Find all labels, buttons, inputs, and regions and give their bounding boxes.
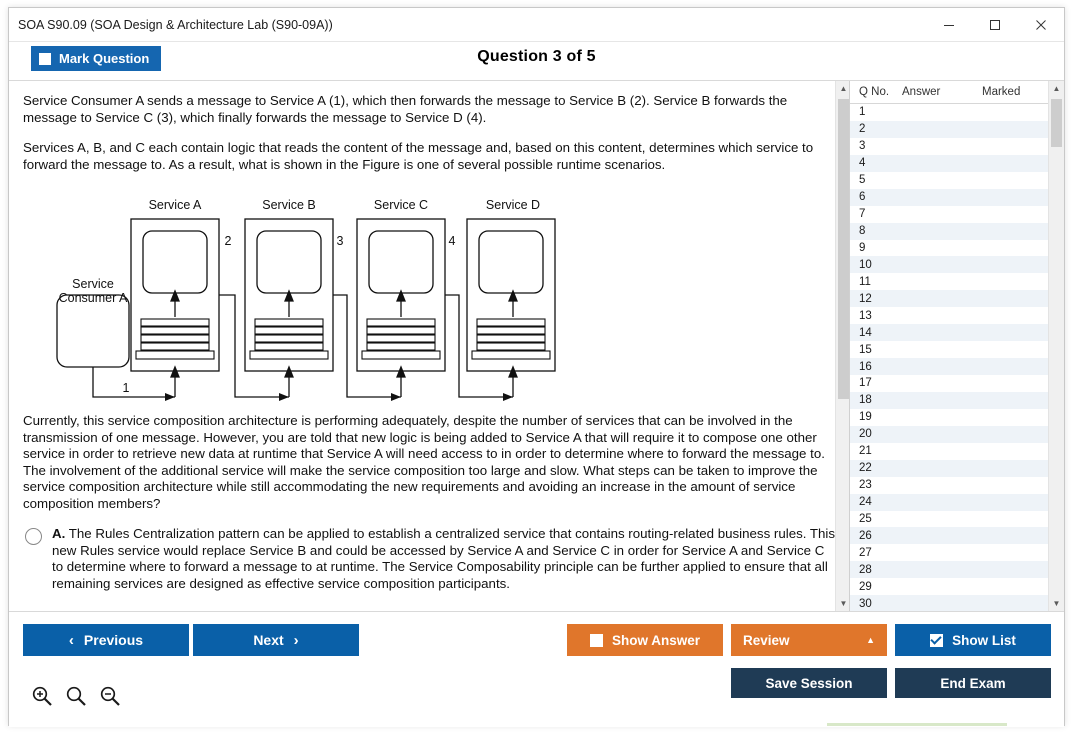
table-row[interactable] [850, 223, 1064, 240]
table-row[interactable] [850, 206, 1064, 223]
review-dropdown[interactable] [731, 624, 887, 656]
show-answer-button[interactable] [567, 624, 723, 656]
option-a-body: The Rules Centralization pattern can be applied to establish a centralized service that contains routing-related business rules. This new Rules service would replace Service B and could be accessed by Service A and Service C in order for Service A and Service C to determine where to forward a message to at runtime. The Service Composability principle can be further applied to ensure that all remaining services are designed as effective service composition participants. [52, 526, 836, 591]
previous-button[interactable] [23, 624, 189, 656]
footer-toolbar [9, 611, 1064, 727]
table-row[interactable] [850, 392, 1064, 409]
figure-service-c-label: Service C [373, 198, 429, 212]
save-session-button[interactable] [731, 668, 887, 698]
table-row[interactable] [850, 460, 1064, 477]
table-row[interactable] [850, 426, 1064, 443]
question-paragraph-3: Currently, this service composition architecture is performing adequately, despite the number of services that can be involved in the transmission of one message. However, you are told that new logic is being added to Service A that will require it to compose one other service in order to retrieve new data at runtime that Service A will need access to in order to determine where to forward the message to. The involvement of the additional service will make the service composition too large and slow. What steps can be taken to improve the service composition architecture while still accommodating the new requirements and avoiding an increase in the amount of service composition members? [23, 413, 825, 511]
title-bar [9, 8, 1064, 42]
row-question-number: 1 [859, 106, 866, 119]
zoom-reset-icon[interactable] [65, 685, 87, 710]
question-header [9, 42, 1064, 81]
question-scroll-thumb[interactable] [838, 99, 849, 399]
table-row[interactable] [850, 409, 1064, 426]
next-button[interactable] [193, 624, 359, 656]
list-scroll-up-icon[interactable]: ▲ [1052, 84, 1061, 93]
window-title: SOA S90.09 (SOA Design & Architecture Lab (S90-09A)) [18, 17, 333, 32]
row-question-number: 13 [859, 309, 872, 322]
question-list-header [850, 81, 1064, 104]
row-question-number: 27 [859, 546, 872, 559]
figure-service-d-label: Service D [485, 198, 541, 212]
row-question-number: 23 [859, 479, 872, 492]
figure-consumer-label-line2: Consumer A [58, 291, 128, 305]
table-row[interactable] [850, 595, 1064, 612]
row-question-number: 16 [859, 360, 872, 373]
row-question-number: 14 [859, 326, 872, 339]
status-segment [827, 723, 1007, 726]
zoom-in-icon[interactable] [31, 685, 53, 710]
row-question-number: 5 [859, 174, 866, 187]
zoom-controls [31, 685, 121, 710]
table-row[interactable] [850, 104, 1064, 121]
end-exam-label: End Exam [940, 675, 1006, 691]
figure-number-3: 3 [336, 234, 344, 248]
question-scroll-up-icon[interactable]: ▲ [839, 84, 848, 93]
table-row[interactable] [850, 341, 1064, 358]
main-content [9, 81, 1064, 611]
show-answer-checkbox-icon[interactable] [590, 634, 603, 647]
figure-service-b-label: Service B [262, 198, 316, 212]
table-row[interactable] [850, 375, 1064, 392]
figure-service-a-label: Service A [148, 198, 202, 212]
table-row[interactable] [850, 256, 1064, 273]
row-question-number: 29 [859, 580, 872, 593]
row-question-number: 4 [859, 157, 866, 170]
figure-consumer-label-line1: Service [72, 277, 114, 291]
row-question-number: 17 [859, 377, 872, 390]
row-question-number: 2 [859, 123, 866, 136]
row-question-number: 3 [859, 140, 866, 153]
row-question-number: 6 [859, 191, 866, 204]
table-row[interactable] [850, 273, 1064, 290]
figure-svg [23, 187, 623, 409]
table-row[interactable] [850, 138, 1064, 155]
list-scroll-thumb[interactable] [1051, 99, 1062, 147]
chevron-right-icon: › [293, 631, 299, 649]
show-list-button[interactable] [895, 624, 1051, 656]
question-pane [9, 81, 851, 611]
chevron-down-icon: ▲ [866, 635, 875, 645]
table-row[interactable] [850, 477, 1064, 494]
next-label: Next [253, 632, 284, 648]
row-question-number: 9 [859, 241, 866, 254]
mark-question-label: Mark Question [59, 51, 150, 66]
option-a-letter: A. [52, 526, 66, 541]
status-strip [9, 723, 1064, 727]
row-question-number: 24 [859, 496, 872, 509]
option-a[interactable] [23, 526, 837, 592]
row-question-number: 26 [859, 529, 872, 542]
table-row[interactable] [850, 527, 1064, 544]
question-scroll-down-icon[interactable]: ▼ [839, 599, 848, 608]
show-answer-label: Show Answer [611, 632, 700, 648]
previous-label: Previous [83, 632, 144, 648]
question-list-pane [849, 81, 1064, 611]
table-row[interactable] [850, 443, 1064, 460]
zoom-out-icon[interactable] [99, 685, 121, 710]
figure-number-2: 2 [224, 234, 232, 248]
table-row[interactable] [850, 189, 1064, 206]
column-header-answer: Answer [902, 86, 941, 98]
figure-number-1: 1 [122, 381, 130, 395]
row-question-number: 19 [859, 411, 872, 424]
table-row[interactable] [850, 155, 1064, 172]
table-row[interactable] [850, 172, 1064, 189]
chevron-left-icon: ‹ [68, 631, 74, 649]
row-question-number: 21 [859, 445, 872, 458]
review-label: Review [743, 632, 790, 648]
table-row[interactable] [850, 290, 1064, 307]
option-a-radio[interactable] [25, 528, 42, 545]
table-row[interactable] [850, 240, 1064, 257]
page-title: Question 3 of 5 [477, 48, 596, 65]
question-paragraph-1: Service Consumer A sends a message to Service A (1), which then forwards the message to Service B (2). Service B forwards the message to Service C (3), which finally forwards the message to Service D (4). [23, 93, 788, 125]
table-row[interactable] [850, 561, 1064, 578]
show-list-label: Show List [952, 632, 1016, 648]
window-frame [8, 7, 1065, 726]
save-session-label: Save Session [765, 675, 853, 691]
row-question-number: 8 [859, 225, 866, 238]
row-question-number: 12 [859, 292, 872, 305]
option-a-text [52, 526, 837, 592]
table-row[interactable] [850, 494, 1064, 511]
question-paragraph-2: Services A, B, and C each contain logic that reads the content of the message and, based on this content, determines which service to forward the message to. As a result, what is shown in the Figure is one of several possible runtime scenarios. [23, 140, 814, 172]
service-composition-figure [23, 187, 837, 409]
table-row[interactable] [850, 544, 1064, 561]
end-exam-button[interactable] [895, 668, 1051, 698]
close-icon[interactable] [1018, 8, 1064, 41]
row-question-number: 30 [859, 597, 872, 610]
table-row[interactable] [850, 324, 1064, 341]
table-row[interactable] [850, 307, 1064, 324]
row-question-number: 28 [859, 563, 872, 576]
figure-number-4: 4 [448, 234, 456, 248]
table-row[interactable] [850, 511, 1064, 528]
row-question-number: 22 [859, 462, 872, 475]
row-question-number: 18 [859, 394, 872, 407]
minimize-icon[interactable] [926, 8, 972, 41]
row-question-number: 11 [859, 275, 871, 288]
answer-options [23, 526, 837, 592]
table-row[interactable] [850, 121, 1064, 138]
column-header-marked: Marked [982, 86, 1021, 98]
row-question-number: 10 [859, 258, 872, 271]
row-question-number: 7 [859, 208, 866, 221]
maximize-icon[interactable] [972, 8, 1018, 41]
column-header-qno: Q No. [859, 86, 890, 98]
row-question-number: 15 [859, 343, 872, 356]
list-scroll-down-icon[interactable]: ▼ [1052, 599, 1061, 608]
table-row[interactable] [850, 358, 1064, 375]
table-row[interactable] [850, 578, 1064, 595]
row-question-number: 20 [859, 428, 872, 441]
show-list-checkbox-icon[interactable] [930, 634, 943, 647]
row-question-number: 25 [859, 512, 872, 525]
question-list-rows[interactable] [850, 104, 1064, 612]
list-scrollbar[interactable] [1048, 81, 1064, 611]
window-controls [926, 8, 1064, 41]
